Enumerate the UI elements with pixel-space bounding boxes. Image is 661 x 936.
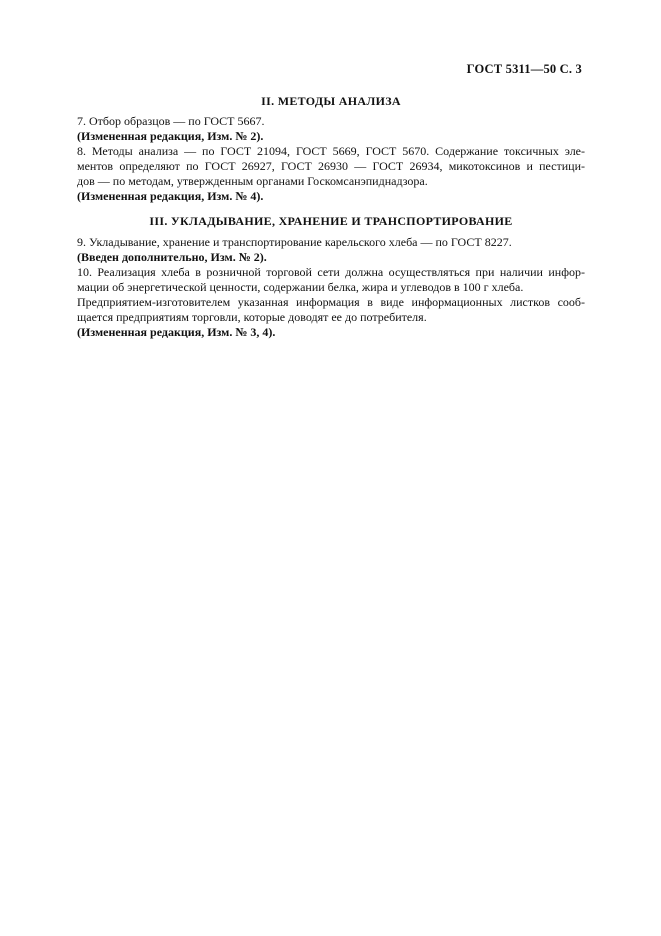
clause-8-line-3: дов — по методам, утвержденным органами Госкомсанэпиднадзора. <box>77 174 428 188</box>
section-title-storage: III. УКЛАДЫВАНИЕ, ХРАНЕНИЕ И ТРАНСПОРТИРОВАНИЕ <box>149 214 513 228</box>
clause-10-line-2: мации об энергетической ценности, содержании белка, жира и углеводов в 100 г хлеба. <box>77 280 524 294</box>
clause-10-paragraph-2-line-1: Предприятием-изготовителем указанная информация в виде информационных листков сооб- <box>77 295 585 309</box>
document-body <box>77 92 585 340</box>
clause-9-amendment-note: (Введен дополнительно, Изм. № 2). <box>77 250 267 264</box>
clause-8 <box>77 144 585 189</box>
clause-9 <box>77 235 585 250</box>
running-head: ГОСТ 5311—50 С. 3 <box>466 62 582 76</box>
clause-10-paragraph-2-line-2: щается предприятиям торговли, которые доводят ее до потребителя. <box>77 310 427 324</box>
clause-10 <box>77 265 585 295</box>
clause-8-line-1: 8. Методы анализа — по ГОСТ 21094, ГОСТ 5669, ГОСТ 5670. Содержание токсичных эле- <box>77 144 585 158</box>
section-title-methods: II. МЕТОДЫ АНАЛИЗА <box>261 94 401 108</box>
clause-10-line-1: 10. Реализация хлеба в розничной торговой сети должна осуществляться при наличии инфор- <box>77 265 585 279</box>
clause-9-text: 9. Укладывание, хранение и транспортирование карельского хлеба — по ГОСТ 8227. <box>77 235 512 249</box>
clause-7 <box>77 114 585 129</box>
clause-8-line-2: ментов определяют по ГОСТ 26927, ГОСТ 26930 — ГОСТ 26934, микотоксинов и пестици- <box>77 159 585 173</box>
clause-10-amendment-note: (Измененная редакция, Изм. № 3, 4). <box>77 325 276 339</box>
clause-7-amendment-note: (Измененная редакция, Изм. № 2). <box>77 129 264 143</box>
clause-8-amendment-note: (Измененная редакция, Изм. № 4). <box>77 189 264 203</box>
clause-10-paragraph-2 <box>77 295 585 325</box>
clause-7-text: 7. Отбор образцов — по ГОСТ 5667. <box>77 114 265 128</box>
